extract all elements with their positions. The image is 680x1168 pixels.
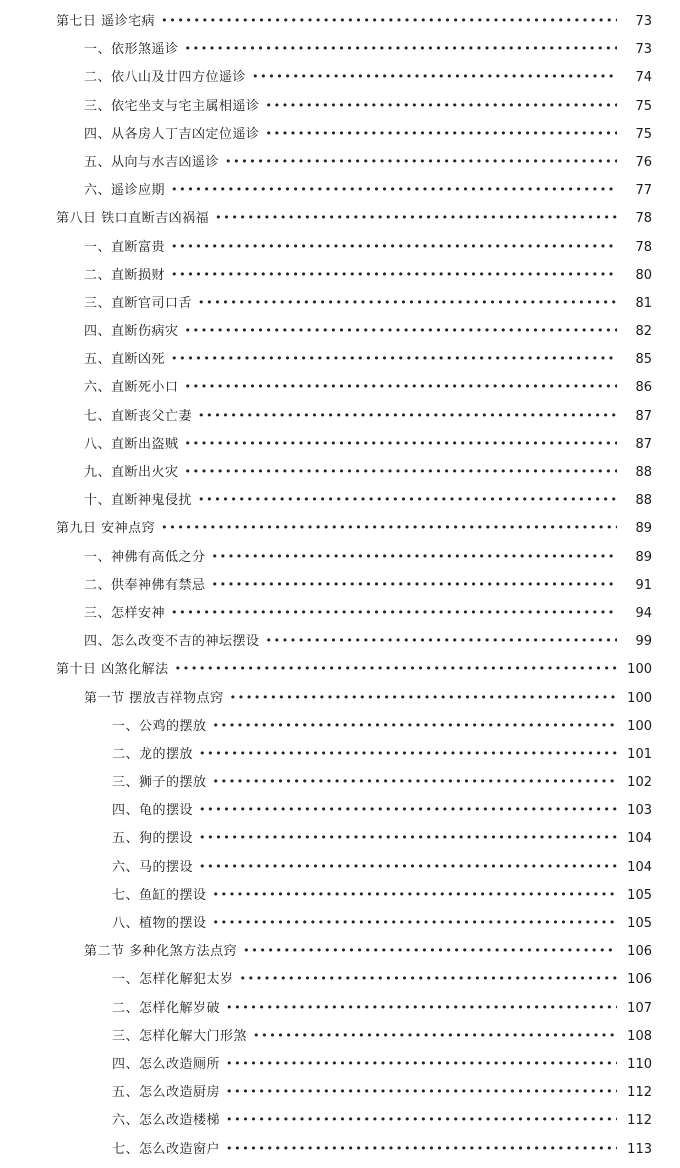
- toc-leader-dots: [225, 153, 617, 166]
- toc-entry[interactable]: [28, 266, 652, 294]
- toc-entry[interactable]: [28, 1055, 652, 1083]
- toc-entry[interactable]: [28, 942, 652, 970]
- toc-entry[interactable]: [28, 491, 652, 519]
- toc-entry-label: 二、供奉神佛有禁忌: [84, 577, 206, 593]
- toc-entry-page-number: 100: [627, 690, 652, 706]
- toc-leader-dots: [226, 999, 617, 1012]
- toc-entry-label: 七、直断丧父亡妻: [84, 408, 193, 424]
- toc-entry[interactable]: [28, 97, 652, 125]
- toc-leader-dots: [199, 801, 617, 814]
- toc-entry-page-number: 88: [635, 465, 652, 480]
- toc-leader-dots: [185, 435, 617, 448]
- toc-entry-page-number: 73: [635, 42, 652, 58]
- toc-entry-label: 第七日 遥诊宅病: [56, 14, 156, 29]
- toc-entry-page-number: 105: [627, 916, 652, 931]
- toc-entry[interactable]: [28, 604, 652, 632]
- toc-entry[interactable]: [28, 773, 652, 801]
- toc-entry-page-number: 85: [635, 352, 652, 368]
- toc-entry-label: 六、马的摆设: [112, 859, 194, 875]
- toc-entry-page-number: 108: [627, 1028, 652, 1044]
- toc-entry-label: 六、遥诊应期: [84, 183, 166, 199]
- toc-leader-dots: [198, 294, 617, 307]
- toc-entry-page-number: 103: [627, 803, 652, 819]
- toc-leader-dots: [212, 576, 617, 589]
- toc-leader-dots: [185, 40, 617, 53]
- toc-leader-dots: [199, 745, 617, 758]
- toc-entry-page-number: 105: [627, 887, 652, 903]
- toc-entry-label: 五、狗的摆设: [112, 831, 194, 847]
- toc-entry-page-number: 94: [635, 605, 652, 621]
- toc-entry-label: 二、怎样化解岁破: [112, 1000, 221, 1016]
- toc-entry-page-number: 74: [635, 70, 652, 86]
- toc-entry-label: 四、从各房人丁吉凶定位遥诊: [84, 126, 260, 142]
- toc-leader-dots: [199, 829, 617, 842]
- toc-entry-page-number: 99: [635, 634, 652, 650]
- toc-entry-page-number: 102: [627, 775, 652, 791]
- toc-entry-page-number: 110: [627, 1056, 652, 1072]
- toc-entry-page-number: 77: [635, 183, 652, 199]
- toc-entry-page-number: 107: [627, 1000, 652, 1016]
- toc-entry[interactable]: [28, 322, 652, 350]
- toc-entry[interactable]: [28, 181, 652, 209]
- toc-entry-page-number: 86: [635, 380, 652, 396]
- toc-entry-label: 九、直断出火灾: [84, 465, 179, 480]
- toc-entry-label: 十、直断神鬼侵扰: [84, 493, 193, 509]
- toc-entry[interactable]: [28, 1140, 652, 1168]
- toc-entry-page-number: 112: [627, 1085, 652, 1101]
- toc-entry-label: 三、怎样安神: [84, 605, 166, 621]
- toc-entry-label: 第一节 摆放吉祥物点窍: [84, 690, 224, 706]
- toc-leader-dots: [171, 604, 617, 617]
- toc-leader-dots: [226, 1140, 617, 1153]
- toc-leader-dots: [171, 350, 617, 363]
- toc-entry[interactable]: [28, 970, 652, 998]
- toc-leader-dots: [185, 378, 617, 391]
- toc-entry[interactable]: [28, 378, 652, 406]
- toc-entry-label: 一、直断富贵: [84, 239, 166, 255]
- toc-leader-dots: [266, 125, 617, 138]
- toc-entry-page-number: 89: [635, 549, 652, 565]
- toc-entry[interactable]: [28, 435, 652, 463]
- toc-leader-dots: [253, 1027, 617, 1040]
- toc-entry[interactable]: [28, 1027, 652, 1055]
- toc-entry[interactable]: [28, 745, 652, 773]
- toc-entry[interactable]: [28, 238, 652, 266]
- toc-entry-label: 八、直断出盗贼: [84, 436, 179, 452]
- toc-entry-page-number: 89: [635, 521, 652, 537]
- toc-entry-label: 二、直断损财: [84, 267, 166, 283]
- toc-entry-label: 四、怎么改造厕所: [112, 1056, 221, 1072]
- toc-entry-label: 六、直断死小口: [84, 380, 179, 396]
- toc-entry-page-number: 112: [627, 1113, 652, 1129]
- toc-leader-dots: [213, 914, 617, 927]
- toc-leader-dots: [185, 322, 617, 335]
- toc-entry-label: 第二节 多种化煞方法点窍: [84, 944, 238, 960]
- toc-leader-dots: [198, 407, 617, 420]
- toc-leader-dots: [226, 1083, 617, 1096]
- toc-entry[interactable]: [28, 858, 652, 886]
- toc-entry-page-number: 91: [635, 577, 652, 593]
- toc-leader-dots: [240, 970, 617, 983]
- toc-entry[interactable]: [28, 1111, 652, 1139]
- toc-entry[interactable]: [28, 407, 652, 435]
- toc-entry[interactable]: [28, 548, 652, 576]
- toc-entry-label: 一、怎样化解犯太岁: [112, 972, 234, 988]
- toc-leader-dots: [252, 68, 617, 81]
- toc-entry[interactable]: [28, 463, 652, 491]
- toc-leader-dots: [199, 858, 617, 871]
- toc-entry-page-number: 73: [635, 14, 652, 29]
- toc-entry[interactable]: [28, 1083, 652, 1111]
- toc-entry-label: 一、公鸡的摆放: [112, 718, 207, 734]
- toc-leader-dots: [171, 266, 617, 279]
- toc-entry-page-number: 87: [635, 436, 652, 452]
- toc-entry-page-number: 104: [627, 859, 652, 875]
- toc-entry-page-number: 113: [627, 1141, 652, 1157]
- toc-leader-dots: [198, 491, 617, 504]
- toc-entry-label: 四、怎么改变不吉的神坛摆设: [84, 634, 260, 650]
- toc-entry-label: 六、怎么改造楼梯: [112, 1113, 221, 1129]
- toc-entry-label: 五、直断凶死: [84, 352, 166, 368]
- toc-entry[interactable]: [28, 519, 652, 547]
- toc-entry-page-number: 78: [635, 211, 652, 227]
- toc-entry[interactable]: [28, 999, 652, 1027]
- toc-leader-dots: [171, 238, 617, 251]
- toc-entry[interactable]: [28, 914, 652, 942]
- toc-entry[interactable]: [28, 350, 652, 378]
- toc-entry-label: 第九日 安神点窍: [56, 521, 156, 537]
- toc-entry-page-number: 106: [627, 972, 652, 988]
- toc-entry[interactable]: [28, 829, 652, 857]
- toc-entry[interactable]: [28, 576, 652, 604]
- toc-leader-dots: [215, 209, 617, 222]
- toc-entry-label: 三、依宅坐支与宅主属相遥诊: [84, 98, 260, 114]
- toc-entry-label: 一、神佛有高低之分: [84, 549, 206, 565]
- toc-entry-label: 三、狮子的摆放: [112, 775, 207, 791]
- toc-entry-page-number: 100: [627, 718, 652, 734]
- toc-entry-label: 五、怎么改造厨房: [112, 1085, 221, 1101]
- toc-leader-dots: [213, 886, 617, 899]
- toc-entry[interactable]: [28, 294, 652, 322]
- toc-entry[interactable]: [28, 153, 652, 181]
- toc-leader-dots: [226, 1055, 617, 1068]
- toc-entry[interactable]: [28, 125, 652, 153]
- toc-entry-page-number: 81: [635, 295, 652, 311]
- toc-leader-dots: [213, 717, 617, 730]
- toc-entry[interactable]: [28, 12, 652, 40]
- toc-entry[interactable]: [28, 689, 652, 717]
- toc-leader-dots: [213, 773, 617, 786]
- toc-leader-dots: [185, 463, 617, 476]
- toc-entry[interactable]: [28, 209, 652, 237]
- toc-entry-label: 四、龟的摆设: [112, 803, 194, 819]
- toc-leader-dots: [243, 942, 617, 955]
- toc-entry-label: 三、直断官司口舌: [84, 295, 193, 311]
- toc-entry-page-number: 76: [635, 154, 652, 170]
- toc-entry-page-number: 88: [635, 493, 652, 509]
- toc-entry-label: 一、依形煞遥诊: [84, 42, 179, 58]
- toc-entry[interactable]: [28, 717, 652, 745]
- toc-entry-label: 五、从向与水吉凶遥诊: [84, 154, 220, 170]
- toc-entry-page-number: 78: [635, 239, 652, 255]
- toc-leader-dots: [161, 519, 617, 532]
- toc-entry-label: 二、龙的摆放: [112, 746, 194, 762]
- toc-entry-page-number: 87: [635, 408, 652, 424]
- toc-leader-dots: [171, 181, 617, 194]
- toc-entry-label: 第十日 凶煞化解法: [56, 662, 169, 678]
- toc-leader-dots: [161, 12, 617, 25]
- toc-entry-label: 七、怎么改造窗户: [112, 1141, 221, 1157]
- toc-entry[interactable]: [28, 40, 652, 68]
- toc-entry-label: 四、直断伤病灾: [84, 324, 179, 340]
- toc-leader-dots: [226, 1111, 617, 1124]
- toc-entry-page-number: 101: [627, 746, 652, 762]
- toc-entry-label: 第八日 铁口直断吉凶祸福: [56, 211, 210, 227]
- toc-entry-page-number: 80: [635, 267, 652, 283]
- toc-entry[interactable]: [28, 68, 652, 96]
- toc-entry-page-number: 75: [635, 98, 652, 114]
- toc-leader-dots: [266, 632, 617, 645]
- toc-entry-page-number: 75: [635, 126, 652, 142]
- toc-entry-page-number: 104: [627, 831, 652, 847]
- toc-entry-label: 七、鱼缸的摆设: [112, 887, 207, 903]
- toc-leader-dots: [175, 660, 617, 673]
- toc-entry[interactable]: [28, 660, 652, 688]
- toc-leader-dots: [266, 97, 617, 110]
- toc-leader-dots: [230, 689, 617, 702]
- toc-entry-page-number: 100: [627, 662, 652, 678]
- toc-entry-page-number: 106: [627, 944, 652, 960]
- toc-entry[interactable]: [28, 632, 652, 660]
- toc-entry-label: 八、植物的摆设: [112, 916, 207, 931]
- toc-entry-label: 二、依八山及廿四方位遥诊: [84, 70, 247, 86]
- toc-entry-page-number: 82: [635, 324, 652, 340]
- toc-entry[interactable]: [28, 886, 652, 914]
- toc-entry-label: 三、怎样化解大门形煞: [112, 1028, 248, 1044]
- toc-entry[interactable]: [28, 801, 652, 829]
- toc-leader-dots: [212, 548, 617, 561]
